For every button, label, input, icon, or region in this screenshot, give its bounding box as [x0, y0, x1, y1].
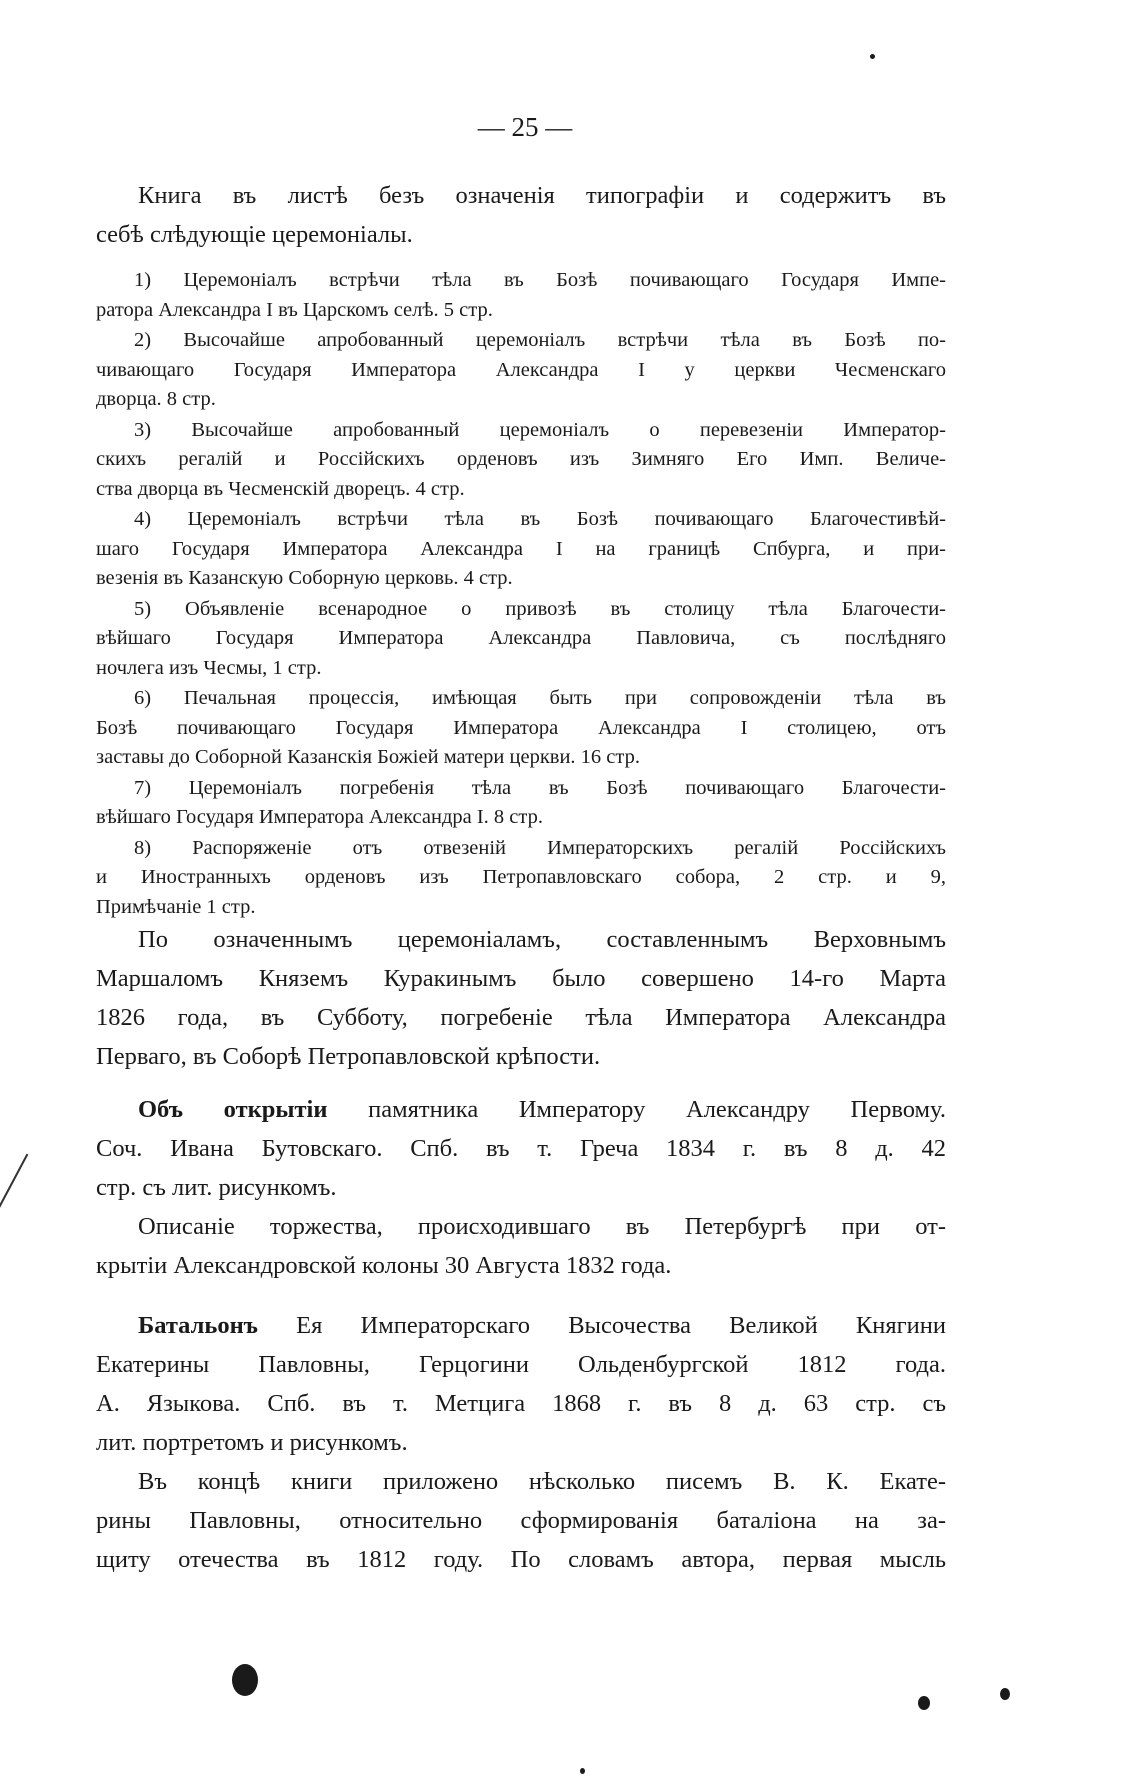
text-line: Въ концѣ книги приложено нѣсколько писемъ В. К. Екате- — [138, 1468, 946, 1495]
ink-speck — [1000, 1688, 1010, 1700]
text-line: Бозѣ почивающаго Государя Императора Александра I столицею, отъ — [96, 716, 946, 739]
text-line: А. Языкова. Спб. въ т. Метцига 1868 г. въ 8 д. 63 стр. съ — [96, 1390, 946, 1417]
list-item — [96, 684, 946, 773]
burial-paragraph — [96, 920, 946, 1076]
list-item — [96, 834, 946, 923]
text-line: везенія въ Казанскую Соборную церковь. 4 стр. — [96, 567, 513, 589]
intro-paragraph — [96, 176, 946, 254]
entry-monument — [96, 1090, 946, 1285]
scan-line-artifact — [0, 1154, 28, 1217]
text-line: 3) Высочайше апробованный церемоніалъ о перевезеніи Император- — [134, 418, 946, 441]
text-line: вѣйшаго Государя Императора Александра I. 8 стр. — [96, 806, 543, 828]
text-line: щиту отечества въ 1812 году. По словамъ автора, первая мысль — [96, 1546, 946, 1573]
text-line: стр. съ лит. рисункомъ. — [96, 1174, 337, 1201]
text-line: 8) Распоряженіе отъ отвезеній Императорскихъ регалій Россійскихъ — [134, 836, 946, 859]
text-line: рины Павловны, относительно сформированія баталіона на за- — [96, 1507, 946, 1534]
ceremonials-list — [96, 266, 946, 923]
text-line: 1826 года, въ Субботу, погребеніе тѣла Императора Александра — [96, 1004, 946, 1031]
list-item — [96, 595, 946, 684]
ink-speck — [918, 1696, 930, 1710]
text-line: шаго Государя Императора Александра I на границѣ Спбурга, и при- — [96, 537, 946, 560]
ink-blot — [232, 1664, 258, 1696]
text-line: лит. портретомъ и рисункомъ. — [96, 1429, 408, 1456]
entry-title: Батальонъ — [138, 1312, 258, 1339]
text-line: дворца. 8 стр. — [96, 388, 216, 410]
text-line: 5) Объявленіе всенародное о привозѣ въ столицу тѣла Благочести- — [134, 597, 946, 620]
text-line: вѣйшаго Государя Императора Александра Павловича, съ послѣдняго — [96, 627, 946, 649]
page-number: — 25 — — [477, 112, 573, 142]
entry-heading-line — [96, 1306, 946, 1345]
text-line: Екатерины Павловны, Герцогини Ольденбургской 1812 года. — [96, 1351, 946, 1378]
ink-speck — [870, 54, 875, 59]
text-line: Книга въ листѣ безъ означенія типографіи и содержитъ въ — [138, 182, 946, 209]
ink-speck — [580, 1768, 585, 1774]
list-item — [96, 326, 946, 415]
text-line: 7) Церемоніалъ погребенія тѣла въ Бозѣ почивающаго Благочести- — [134, 776, 946, 799]
list-item — [96, 266, 946, 325]
list-item — [96, 505, 946, 594]
text-line: Соч. Ивана Бутовскаго. Спб. въ т. Греча 1834 г. въ 8 д. 42 — [96, 1135, 946, 1162]
text-line: ночлега изъ Чесмы, 1 стр. — [96, 656, 322, 679]
text-line: крытіи Александровской колоны 30 Августа 1832 года. — [96, 1252, 672, 1279]
text-line: По означеннымъ церемоніаламъ, составленнымъ Верховнымъ — [138, 926, 946, 953]
text-line: Примѣчаніе 1 стр. — [96, 895, 256, 918]
text-line: Описаніе торжества, происходившаго въ Петербургѣ при от- — [138, 1213, 946, 1240]
entry-title: Объ открытіи — [138, 1096, 328, 1123]
text-line: 4) Церемоніалъ встрѣчи тѣла въ Бозѣ почивающаго Благочестивѣй- — [134, 508, 946, 530]
text-line: 2) Высочайше апробованный церемоніалъ встрѣчи тѣла въ Бозѣ по- — [134, 329, 946, 351]
text-line: 1) Церемоніалъ встрѣчи тѣла въ Бозѣ почивающаго Государя Импе- — [134, 269, 946, 291]
text-line: Маршаломъ Княземъ Куракинымъ было совершено 14-го Марта — [96, 965, 946, 992]
text-line: чивающаго Государя Императора Александра I у церкви Чесменскаго — [96, 358, 946, 381]
list-item — [96, 774, 946, 833]
entry-title-rest: памятника Императору Александру Первому. — [327, 1096, 946, 1123]
text-line: заставы до Соборной Казанскія Божіей матери церкви. 16 стр. — [96, 746, 640, 768]
entry-heading-line — [96, 1090, 946, 1129]
text-line: и Иностранныхъ орденовъ изъ Петропавловскаго собора, 2 стр. и 9, — [96, 866, 946, 888]
text-line: себѣ слѣдующіе церемоніалы. — [96, 221, 413, 248]
text-line: скихъ регалій и Россійскихъ орденовъ изъ Зимняго Его Имп. Величе- — [96, 448, 946, 470]
entry-title-rest: Ея Императорскаго Высочества Великой Княгини — [257, 1312, 946, 1339]
entry-battalion — [96, 1306, 946, 1579]
list-item — [96, 416, 946, 505]
text-line: ства дворца въ Чесменскій дворецъ. 4 стр. — [96, 477, 465, 500]
text-line: 6) Печальная процессія, имѣющая быть при сопровожденіи тѣла въ — [134, 687, 946, 709]
text-line: ратора Александра I въ Царскомъ селѣ. 5 стр. — [96, 298, 493, 321]
text-line: Перваго, въ Соборѣ Петропавловской крѣпости. — [96, 1043, 601, 1070]
